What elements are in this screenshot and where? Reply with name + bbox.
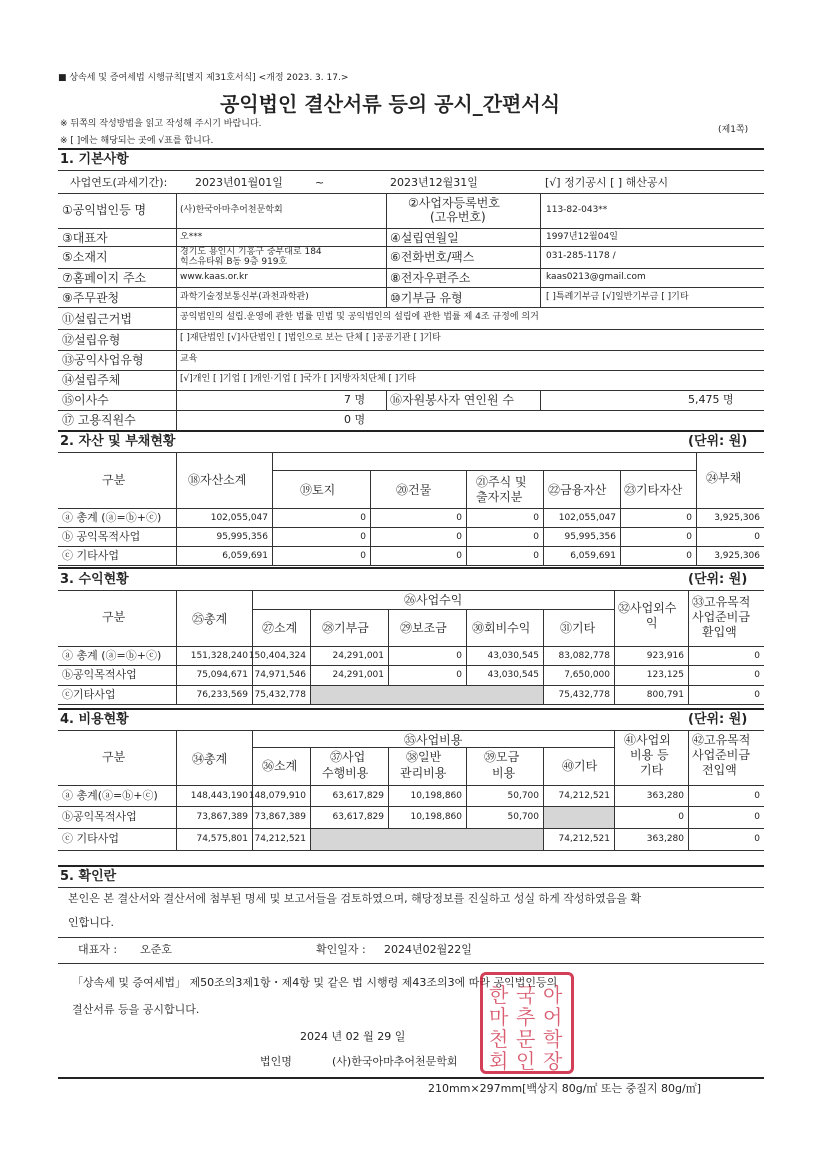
basis-law: 공익법인의 설립.운영에 관한 법률 민법 및 공익법인의 설립에 관한 법률 제 4조 규정에 의거 bbox=[180, 312, 539, 322]
s2-cell: 0 bbox=[686, 532, 692, 542]
s2-cell: 0 bbox=[533, 532, 539, 542]
s2-cell: 0 bbox=[754, 532, 760, 542]
s4-cell: 73,867,389 bbox=[196, 812, 248, 822]
s3-row-label: ⓑ공익목적사업 bbox=[62, 668, 137, 681]
s2-cell: 95,995,356 bbox=[216, 532, 268, 542]
s2-col-other: ㉓기타자산 bbox=[624, 483, 683, 497]
s2-cell: 102,055,047 bbox=[558, 513, 616, 523]
s2-row-label: ⓐ 총계 (ⓐ=ⓑ+ⓒ) bbox=[62, 511, 162, 524]
s2-cell: 0 bbox=[686, 513, 692, 523]
biz-type: 교육 bbox=[180, 354, 198, 364]
s4-row-label: ⓒ 기타사업 bbox=[62, 832, 120, 845]
s4-cell: 363,280 bbox=[646, 834, 684, 844]
seal-glyph: 마 bbox=[489, 1005, 509, 1029]
s2-col-land: ⑲토지 bbox=[300, 483, 336, 497]
s2-col-financial: ㉒금융자산 bbox=[548, 483, 607, 497]
confirm-rep-label: 대표자 : bbox=[78, 943, 118, 956]
section2-header: 2. 자산 및 부채현황 bbox=[60, 434, 176, 449]
section2-unit: (단위: 원) bbox=[688, 434, 748, 449]
s4-cell: 74,575,801 bbox=[196, 834, 248, 844]
s4-col-fundraising: ㊴모금 bbox=[484, 750, 520, 764]
s3-col-donation: ㉘기부금 bbox=[322, 621, 369, 635]
directors-label: ⑮이사수 bbox=[62, 393, 109, 407]
s3-col-fee: ㉚회비수익 bbox=[472, 621, 531, 635]
s2-cell: 6,059,691 bbox=[570, 551, 616, 561]
org-name-label: ①공익법인등 명 bbox=[62, 203, 147, 217]
period-label: 사업연도(과세기간): bbox=[70, 176, 168, 189]
s2-cell: 3,925,306 bbox=[714, 513, 760, 523]
s3-col-grant: ㉙보조금 bbox=[400, 621, 447, 635]
s3-cell: 0 bbox=[754, 690, 760, 700]
s2-cell: 3,925,306 bbox=[714, 551, 760, 561]
directors: 7 명 bbox=[344, 393, 366, 406]
note-instructions: ※ 뒤쪽의 작성방법을 읽고 작성해 주시기 바랍니다. bbox=[60, 119, 262, 129]
ministry-label: ⑨주무관청 bbox=[62, 291, 120, 305]
s2-cell: 0 bbox=[360, 532, 366, 542]
s4-cell: 50,700 bbox=[507, 791, 539, 801]
section5-header: 5. 확인란 bbox=[60, 869, 117, 884]
seal-glyph: 문 bbox=[516, 1027, 536, 1051]
s4-col-total: ㉞총계 bbox=[192, 752, 228, 766]
s4-cell: 63,617,829 bbox=[332, 791, 384, 801]
s3-col-reserve-2: 사업준비금 bbox=[692, 610, 750, 624]
seal-glyph: 아 bbox=[543, 983, 563, 1007]
s4-cell: 0 bbox=[754, 791, 760, 801]
corporate-seal bbox=[480, 972, 574, 1074]
est-type: [ ]재단법인 [√]사단법인 [ ]법인으로 보는 단체 [ ]공공기관 [ ]기타 bbox=[180, 333, 441, 343]
section3-unit: (단위: 원) bbox=[688, 572, 748, 587]
s4-cell: 0 bbox=[754, 812, 760, 822]
s4-cell: 148,443,190 bbox=[190, 791, 248, 801]
s3-cell: 0 bbox=[754, 651, 760, 661]
volunteers: 5,475 명 bbox=[688, 393, 734, 406]
corp-name-label: 법인명 bbox=[260, 1055, 292, 1068]
s4-col-reserve-3: 전입액 bbox=[702, 763, 737, 777]
s3-col-biz: ㉖사업수익 bbox=[404, 593, 463, 607]
s2-col-stock-sub: 출자지분 bbox=[476, 490, 523, 504]
s3-cell: 123,125 bbox=[646, 670, 684, 680]
s2-cell: 0 bbox=[360, 551, 366, 561]
note-checkmark: ※ [ ]에는 해당되는 곳에 √표를 합니다. bbox=[60, 136, 214, 146]
s4-col-fundraising-sub: 비용 bbox=[492, 766, 516, 780]
seal-glyph: 학 bbox=[543, 1027, 563, 1051]
s4-cell: 0 bbox=[754, 834, 760, 844]
s2-cell: 0 bbox=[686, 551, 692, 561]
declaration-date: 2024 년 02 월 29 일 bbox=[300, 1030, 406, 1043]
s4-cell: 0 bbox=[678, 812, 684, 822]
s2-cell: 0 bbox=[456, 513, 462, 523]
s3-col-total: ㉕총계 bbox=[192, 612, 228, 626]
regno: 113-82-043** bbox=[546, 205, 608, 215]
confirm-statement-1: 본인은 본 결산서와 결산서에 첨부된 명세 및 보고서들을 검토하였으며, 해당정보를 진실하고 성실 하게 작성하였음을 확 bbox=[68, 892, 642, 905]
s4-row-label: ⓑ공익목적사업 bbox=[62, 810, 137, 823]
s2-col-gubun: 구분 bbox=[102, 473, 126, 487]
seal-glyph: 한 bbox=[489, 983, 509, 1007]
section1-header: 1. 기본사항 bbox=[60, 152, 129, 167]
page-title: 공익법인 결산서류 등의 공시_간편서식 bbox=[220, 92, 561, 116]
s3-col-gubun: 구분 bbox=[102, 610, 126, 624]
s2-cell: 95,995,356 bbox=[564, 532, 616, 542]
regno-label: ②사업자등록번호 bbox=[408, 196, 500, 210]
s4-col-gubun: 구분 bbox=[102, 750, 126, 764]
s3-row-label: ⓐ 총계 (ⓐ=ⓑ+ⓒ) bbox=[62, 649, 162, 662]
homepage-label: ⑦홈페이지 주소 bbox=[62, 271, 147, 285]
address-line2: 힉스유타워 B동 9층 919호 bbox=[180, 257, 288, 267]
s4-col-sub: ㊱소계 bbox=[262, 759, 298, 773]
s3-col-reserve-3: 환입액 bbox=[702, 625, 737, 639]
employees: 0 명 bbox=[344, 413, 366, 426]
email-label: ⑧전자우편주소 bbox=[390, 271, 471, 285]
seal-glyph: 회 bbox=[489, 1049, 509, 1073]
s2-cell: 0 bbox=[533, 551, 539, 561]
confirm-rep: 오준호 bbox=[140, 943, 172, 956]
s2-col-building: ⑳건물 bbox=[396, 483, 432, 497]
s2-cell: 0 bbox=[456, 532, 462, 542]
seal-glyph: 국 bbox=[516, 983, 536, 1007]
s3-cell: 74,971,546 bbox=[254, 670, 306, 680]
section3-header: 3. 수익현황 bbox=[60, 572, 129, 587]
founder-label: ⑭설립주체 bbox=[62, 373, 121, 387]
s4-cell: 63,617,829 bbox=[332, 812, 384, 822]
seal-glyph: 추 bbox=[516, 1005, 536, 1029]
s2-col-stock: ㉑주식 및 bbox=[476, 475, 527, 489]
s2-cell: 0 bbox=[456, 551, 462, 561]
confirm-date-label: 확인일자 : bbox=[316, 943, 366, 956]
s4-cell: 148,079,910 bbox=[248, 791, 306, 801]
s2-cell: 0 bbox=[360, 513, 366, 523]
s4-col-reserve: ㊷고유목적 bbox=[692, 733, 751, 747]
s3-cell: 83,082,778 bbox=[558, 651, 610, 661]
s3-cell: 75,432,778 bbox=[558, 690, 610, 700]
s3-cell: 43,030,545 bbox=[487, 651, 539, 661]
seal-glyph: 장 bbox=[543, 1049, 563, 1073]
s3-col-nonbiz: ㉜사업외수 bbox=[618, 601, 677, 615]
period-start: 2023년01월01일 bbox=[195, 176, 283, 189]
s4-cell: 10,198,860 bbox=[410, 791, 462, 801]
est-type-label: ⑫설립유형 bbox=[62, 333, 121, 347]
s4-cell: 10,198,860 bbox=[410, 812, 462, 822]
regno-label-sub: (고유번호) bbox=[430, 210, 486, 224]
ministry: 과학기술정보통신부(과천과학관) bbox=[180, 292, 309, 302]
s4-cell: 50,700 bbox=[507, 812, 539, 822]
section4-header: 4. 비용현황 bbox=[60, 712, 129, 727]
org-name: (사)한국아마추어천문학회 bbox=[180, 205, 283, 215]
address-line1: 경기도 용인시 기흥구 중부대로 184 bbox=[180, 247, 322, 257]
founder: [√]개인 [ ]기업 [ ]개인·기업 [ ]국가 [ ]지방자치단체 [ ]기타 bbox=[180, 374, 416, 384]
form-reference: ■ 상속세 및 증여세법 시행규칙[별지 제31호서식] <개정 2023. 3. 17.> bbox=[58, 73, 349, 83]
s3-cell: 24,291,001 bbox=[332, 670, 384, 680]
declaration-2: 결산서류 등을 공시합니다. bbox=[72, 1003, 200, 1016]
declaration-1: 「상속세 및 증여세법」 제50조의3제1항・제4항 및 같은 법 시행령 제43조의3에 따라 공익법인등의 bbox=[72, 976, 558, 989]
donation-type-label: ⑩기부금 유형 bbox=[390, 291, 463, 305]
s3-col-reserve: ㉝고유목적 bbox=[692, 595, 751, 609]
s2-cell: 0 bbox=[533, 513, 539, 523]
phone: 031-285-1178 / bbox=[546, 251, 616, 261]
s4-col-nonbiz: ㊶사업외 bbox=[624, 733, 671, 747]
s3-cell: 151,328,240 bbox=[190, 651, 248, 661]
email: kaas0213@gmail.com bbox=[546, 272, 646, 282]
s3-cell: 7,650,000 bbox=[564, 670, 610, 680]
period-end: 2023년12월31일 bbox=[390, 176, 478, 189]
s4-cell: 74,212,521 bbox=[254, 834, 306, 844]
corp-name: (사)한국아마추어천문학회 bbox=[332, 1055, 458, 1068]
s2-col-debt: ㉔부채 bbox=[706, 471, 742, 485]
s3-cell: 923,916 bbox=[646, 651, 684, 661]
confirm-date: 2024년02월22일 bbox=[384, 943, 472, 956]
s3-row-label: ⓒ기타사업 bbox=[62, 688, 116, 701]
s3-cell: 0 bbox=[456, 651, 462, 661]
s4-cell: 74,212,521 bbox=[558, 834, 610, 844]
s2-col-total: ⑱자산소계 bbox=[188, 473, 247, 487]
est-date: 1997년12월04일 bbox=[546, 232, 618, 242]
s3-cell: 150,404,324 bbox=[248, 651, 306, 661]
rep-label: ③대표자 bbox=[62, 231, 108, 245]
s3-col-nonbiz-sub: 익 bbox=[646, 616, 658, 630]
volunteers-label: ⑯자원봉사자 연인원 수 bbox=[390, 393, 514, 407]
page-number: (제1쪽) bbox=[718, 125, 749, 135]
rep: 오*** bbox=[180, 232, 203, 242]
disclosure-type: [√] 정기공시 [ ] 해산공시 bbox=[545, 176, 669, 189]
s3-cell: 0 bbox=[754, 670, 760, 680]
s2-cell: 6,059,691 bbox=[222, 551, 268, 561]
s3-cell: 800,791 bbox=[646, 690, 684, 700]
s4-col-biz: ㉟사업비용 bbox=[404, 733, 463, 747]
s4-cell: 74,212,521 bbox=[558, 791, 610, 801]
period-tilde: ~ bbox=[315, 176, 325, 189]
est-date-label: ④설립연월일 bbox=[390, 231, 459, 245]
s4-row-label: ⓐ 총계(ⓐ=ⓑ+ⓒ) bbox=[62, 789, 158, 802]
biz-type-label: ⑬공익사업유형 bbox=[62, 353, 144, 367]
seal-glyph: 어 bbox=[543, 1005, 563, 1029]
s4-cell: 73,867,389 bbox=[254, 812, 306, 822]
seal-glyph: 인 bbox=[516, 1049, 536, 1073]
seal-glyph: 천 bbox=[489, 1027, 509, 1051]
phone-label: ⑥전화번호/팩스 bbox=[390, 250, 475, 264]
address-label: ⑤소재지 bbox=[62, 250, 108, 264]
paper-spec: 210mm×297mm[백상지 80g/㎡ 또는 중질지 80g/㎡] bbox=[428, 1082, 702, 1095]
s4-col-admin: ㊳일반 bbox=[406, 750, 442, 764]
basis-law-label: ⑪설립근거법 bbox=[62, 312, 132, 326]
s4-col-exec: ㊲사업 bbox=[330, 750, 366, 764]
s2-row-label: ⓒ 기타사업 bbox=[62, 549, 120, 562]
s3-col-other: ㉛기타 bbox=[560, 621, 596, 635]
section4-unit: (단위: 원) bbox=[688, 712, 748, 727]
s3-cell: 76,233,569 bbox=[196, 690, 248, 700]
s4-col-other: ㊵기타 bbox=[562, 759, 598, 773]
s4-col-nonbiz-3: 기타 bbox=[640, 763, 664, 777]
s3-cell: 0 bbox=[456, 670, 462, 680]
s4-col-nonbiz-2: 비용 등 bbox=[630, 748, 669, 762]
s4-col-reserve-2: 사업준비금 bbox=[692, 748, 750, 762]
homepage: www.kaas.or.kr bbox=[180, 272, 248, 282]
s2-cell: 102,055,047 bbox=[210, 513, 268, 523]
s3-cell: 75,094,671 bbox=[196, 670, 248, 680]
s2-row-label: ⓑ 공익목적사업 bbox=[62, 530, 141, 543]
confirm-statement-2: 인합니다. bbox=[68, 916, 115, 929]
s4-cell: 363,280 bbox=[646, 791, 684, 801]
s3-cell: 43,030,545 bbox=[487, 670, 539, 680]
s3-cell: 75,432,778 bbox=[254, 690, 306, 700]
s4-col-exec-sub: 수행비용 bbox=[322, 766, 369, 780]
s3-col-sub: ㉗소계 bbox=[262, 621, 298, 635]
s4-col-admin-sub: 관리비용 bbox=[400, 766, 447, 780]
donation-type: [ ]특례기부금 [√]일반기부금 [ ]기타 bbox=[546, 292, 689, 302]
s3-cell: 24,291,001 bbox=[332, 651, 384, 661]
employees-label: ⑰ 고용직원수 bbox=[62, 413, 136, 427]
